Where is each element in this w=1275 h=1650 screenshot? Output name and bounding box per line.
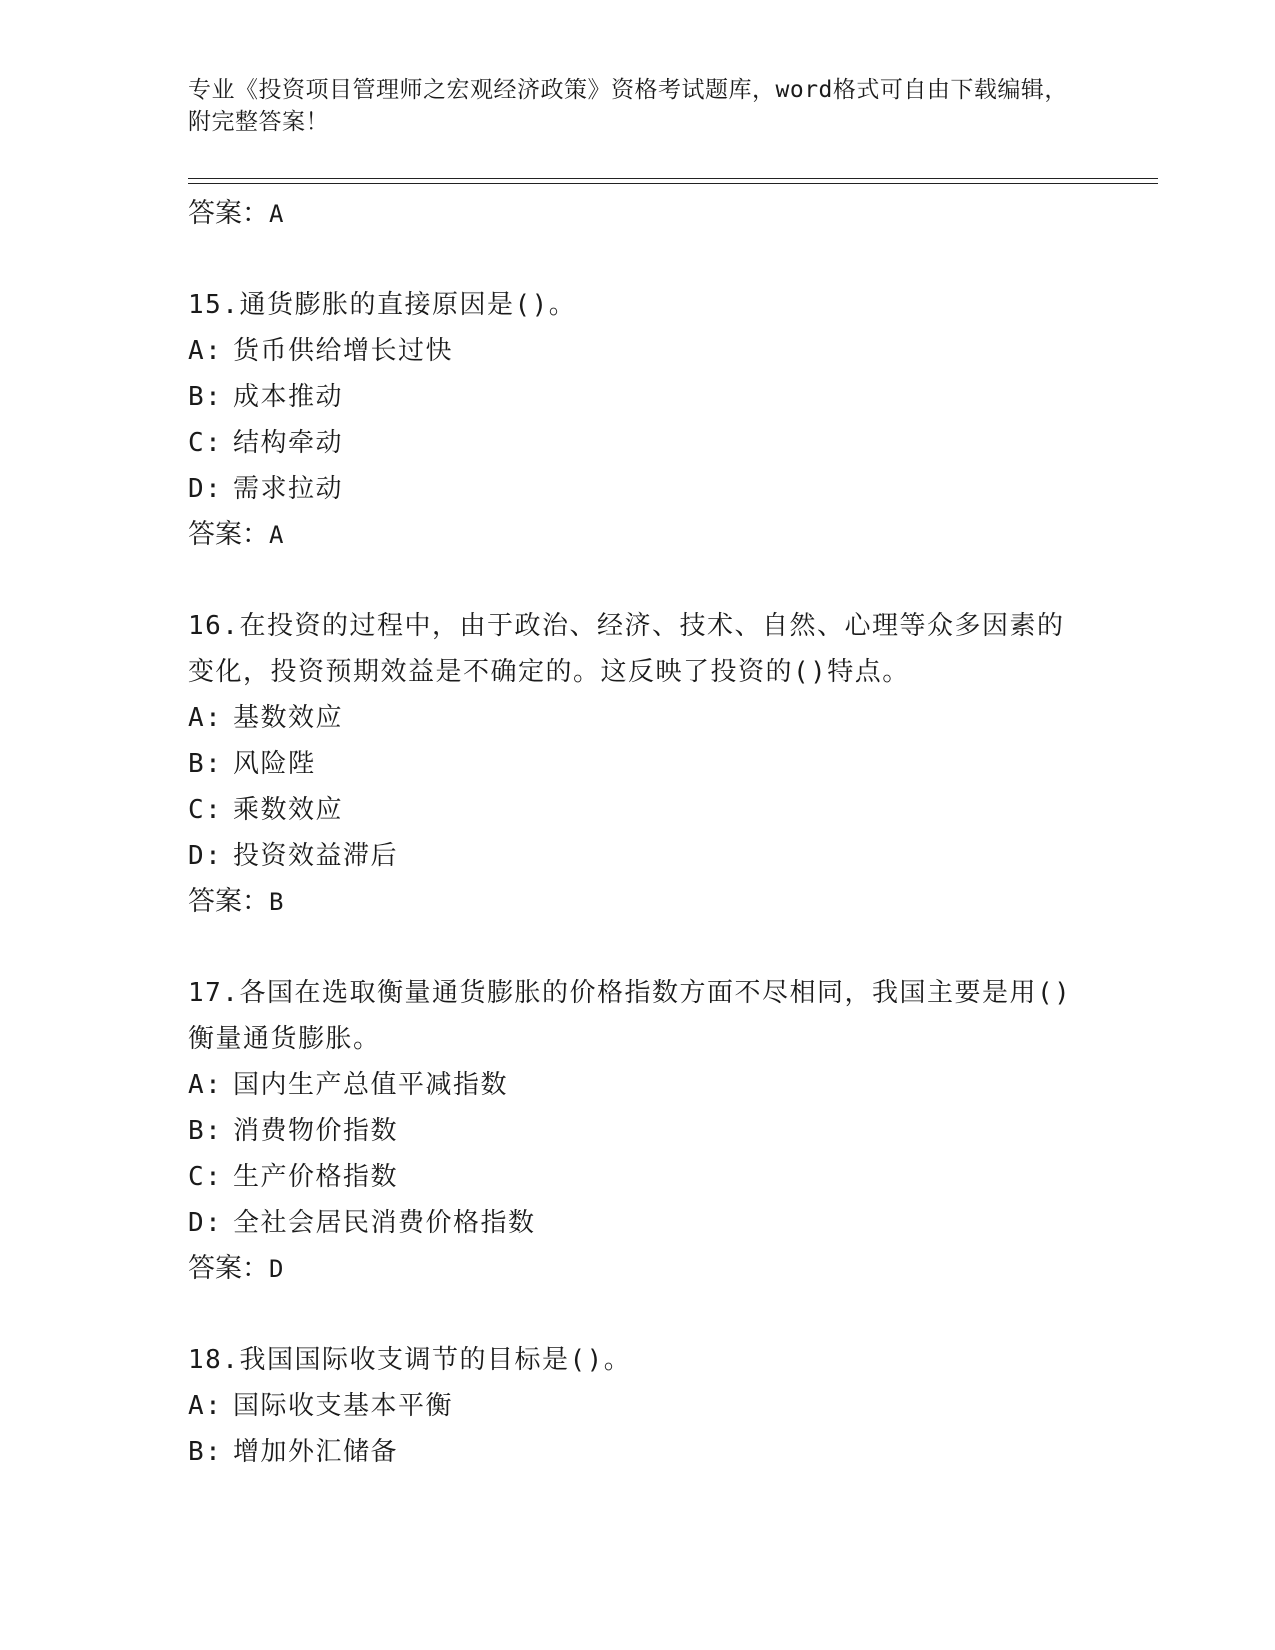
answer-value: D xyxy=(269,1255,284,1283)
answer-label: 答案： xyxy=(188,1253,269,1284)
option-letter: C: xyxy=(188,1162,223,1192)
answer-value: A xyxy=(269,200,284,228)
question-stem: 18.我国国际收支调节的目标是()。 xyxy=(188,1345,632,1375)
answer-label: 答案： xyxy=(188,886,269,917)
option-b xyxy=(188,741,1158,787)
question-18 xyxy=(188,1337,1158,1475)
option-letter: C: xyxy=(188,428,223,458)
question-stem: 16.在投资的过程中，由于政治、经济、技术、自然、心理等众多因素的变化，投资预期效益是不确定的。这反映了投资的()特点。 xyxy=(188,611,1065,687)
answer-line xyxy=(188,879,1158,925)
option-text: 国内生产总值平减指数 xyxy=(233,1070,509,1100)
option-text: 投资效益滞后 xyxy=(233,841,399,871)
option-letter: A: xyxy=(188,1391,223,1421)
option-text: 风险陛 xyxy=(233,749,316,779)
answer-label: 答案： xyxy=(188,519,269,550)
question-17 xyxy=(188,970,1158,1292)
option-text: 结构牵动 xyxy=(233,428,344,458)
option-a xyxy=(188,1062,1158,1108)
option-c xyxy=(188,787,1158,833)
option-text: 货币供给增长过快 xyxy=(233,336,454,366)
option-text: 生产价格指数 xyxy=(233,1162,399,1192)
option-text: 需求拉动 xyxy=(233,474,344,504)
option-text: 全社会居民消费价格指数 xyxy=(233,1208,536,1238)
option-text: 增加外汇储备 xyxy=(233,1437,399,1467)
question-stem: 17.各国在选取衡量通货膨胀的价格指数方面不尽相同，我国主要是用()衡量通货膨胀。 xyxy=(188,978,1072,1054)
option-letter: B: xyxy=(188,1116,223,1146)
option-d xyxy=(188,833,1158,879)
option-letter: D: xyxy=(188,474,223,504)
option-a xyxy=(188,328,1158,374)
answer-line xyxy=(188,512,1158,558)
answer-label: 答案： xyxy=(188,198,269,229)
option-letter: A: xyxy=(188,1070,223,1100)
option-d xyxy=(188,1200,1158,1246)
answer-line xyxy=(188,191,1158,237)
question-15 xyxy=(188,282,1158,558)
question-stem: 15.通货膨胀的直接原因是()。 xyxy=(188,290,577,320)
option-letter: B: xyxy=(188,749,223,779)
answer-value: B xyxy=(269,888,284,916)
option-b xyxy=(188,1429,1158,1475)
option-letter: D: xyxy=(188,841,223,871)
option-letter: C: xyxy=(188,795,223,825)
option-c xyxy=(188,1154,1158,1200)
option-text: 乘数效应 xyxy=(233,795,344,825)
option-letter: A: xyxy=(188,336,223,366)
option-text: 消费物价指数 xyxy=(233,1116,399,1146)
option-letter: B: xyxy=(188,382,223,412)
option-letter: D: xyxy=(188,1208,223,1238)
option-b xyxy=(188,1108,1158,1154)
option-letter: A: xyxy=(188,703,223,733)
answer-line xyxy=(188,1246,1158,1292)
option-b xyxy=(188,374,1158,420)
question-16 xyxy=(188,603,1158,925)
option-d xyxy=(188,466,1158,512)
document-header: 专业《投资项目管理师之宏观经济政策》资格考试题库，word格式可自由下载编辑，附完整答案！ xyxy=(188,77,1068,135)
option-text: 基数效应 xyxy=(233,703,344,733)
option-letter: B: xyxy=(188,1437,223,1467)
option-text: 成本推动 xyxy=(233,382,344,412)
answer-value: A xyxy=(269,521,284,549)
question-list xyxy=(188,191,1158,1475)
option-a xyxy=(188,1383,1158,1429)
option-text: 国际收支基本平衡 xyxy=(233,1391,454,1421)
option-a xyxy=(188,695,1158,741)
header-divider xyxy=(188,178,1158,184)
option-c xyxy=(188,420,1158,466)
